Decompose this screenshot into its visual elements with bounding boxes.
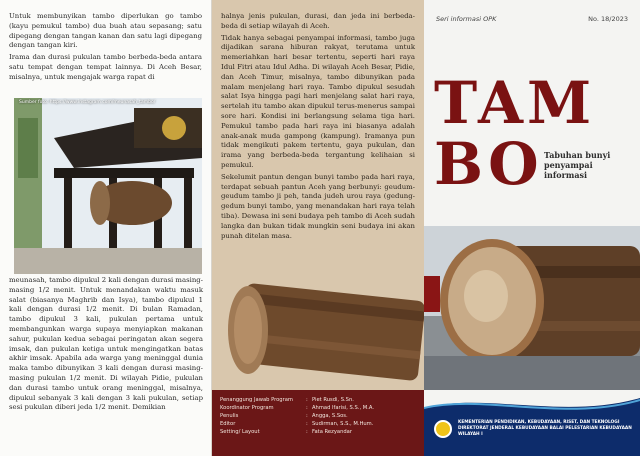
- subtitle-line: Tabuhan bunyi: [544, 150, 611, 160]
- meunasah-illustration: [14, 98, 202, 274]
- cover-subtitle: [544, 150, 610, 180]
- credit-name: Sudirman, S.S., M.Hum.: [312, 421, 374, 428]
- subtitle-line: informasi: [544, 170, 588, 180]
- credit-role: Editor: [220, 421, 236, 428]
- credit-name: Piet Rusdi, S.Sn.: [312, 397, 354, 403]
- ministry-name: KEMENTERIAN PENDIDIKAN, KEBUDAYAAN, RISET, DAN TEKNOLOGI DIREKTORAT JENDERAL KEBUDAYAAN BALAI PELESTARIAN KEBUDAYAAN WILAYAH I: [458, 420, 632, 437]
- cover-title-line1: TAM: [434, 69, 596, 137]
- tambo-drum-cover-illustration: [424, 226, 640, 396]
- credit-row: Penulis : Angga, S.Sos.: [220, 413, 348, 420]
- credit-role: Setting/ Layout: [220, 429, 260, 436]
- subtitle-line: penyampai: [544, 160, 593, 170]
- credit-row: Penanggung Jawab Program : Piet Rusdi, S.Sn.: [220, 397, 354, 403]
- paragraph: halnya jenis pukulan, durasi, dan jeda ini berbeda-beda di setiap wilayah di Aceh.: [221, 12, 415, 30]
- credit-role: Penanggung Jawab Program: [220, 397, 293, 403]
- cover-title-line2: BO: [434, 130, 543, 198]
- paragraph: Tidak hanya sebagai penyampai informasi, tambo juga dijadikan sarana hiburan rakyat, terutama untuk memeriahkan hari besar tertentu, seperti hari raya Idul Fitri atau Idul Adha. Di wilayah Aceh Besar, Pidie, dan Aceh Timur, misalnya, tambo dibunyikan pada malam menjelang hari raya. Tambo dipukul sesudah salat Isya hingga pagi hari menjelang salat hari raya, sertelah itu tambo akan dipukul terus-menerus sampai sore hari. Kondisi ini berlangsung selama tiga hari. Pemukul tambo pada hari raya ini biasanya adalah anak-anak muda gampong (kampung). Iramanya pun tidak mengikuti pakem tertentu, gaya pukulan, dan irama yang berbeda-beda tergantung kelihaian si pemukul.: [221, 33, 415, 169]
- credit-role: Penulis: [220, 413, 239, 420]
- tambo-drum-photo: [424, 226, 640, 396]
- credits-panel: [212, 390, 424, 456]
- cover-page: [424, 0, 640, 456]
- credit-name: Ahmad Ifarisi, S.S., M.A.: [312, 405, 374, 412]
- tut-wuri-handayani-logo: [434, 420, 452, 438]
- credit-name: Angga, S.Sos.: [312, 413, 348, 420]
- photo-caption: Sumber foto: https://www.instagram.com/meunasah_tambo/: [19, 100, 156, 105]
- credit-name: Fata Rezyandar: [312, 429, 352, 436]
- paragraph: meunasah, tambo dipukul 2 kali dengan durasi masing-masing 1/2 menit. Untuk menandakan waktu masuk salat (biasanya Maghrib dan Isya), tambo dipukul 1 kali dengan durasi 1/2 menit. Di bulan Ramadan, tambo dipukul 3 kali, pukulan pertama untuk membangunkan warga supaya menyiapkan makanan sahur, pukulan kedua sebagai peringatan akan segera imsak, dan pukulan ketiga untuk mengingatkan batas akhir imsak. Apabila ada warga yang meninggal dunia maka tambo dibunyikan 3 kali dengan durasi masing-masing pukulan 1/2 menit. Di wilayah Pidie, pukulan dan durasi tambo untuk orang meninggal, misalnya, dipukul sebanyak 3 kali dengan 3 kali pukulan, setiap sesi pukulan diberi jeda 1/2 menit. Demikian: [9, 276, 203, 412]
- credit-row: Setting/ Layout : Fata Rezyandar: [220, 429, 352, 436]
- paragraph: Untuk membunyikan tambo diperlukan go tambo (kayu pemukul tambo) dua buah atau sepasang; satu dipegang dengan tangan kanan dan satu lagi dipegang dengan tangan kiri.: [9, 12, 202, 50]
- accent-bar: [424, 276, 440, 312]
- series-label: Seri informasi OPK: [436, 15, 497, 23]
- middle-page: [212, 0, 424, 456]
- paragraph: Irama dan durasi pukulan tambo berbeda-beda antara satu tempat dengan tempat lainnya. Di Aceh Besar, misalnya, untuk mengajak warga rapat di: [9, 53, 202, 81]
- credit-role: Koordinator Program: [220, 405, 274, 412]
- issue-number: No. 18/2023: [588, 15, 628, 23]
- tambo-drum-illustration: [212, 272, 424, 392]
- left-page: [0, 0, 212, 456]
- paragraph: Sekelumit pantun dengan bunyi tambo pada hari raya, terdapat sebuah pantun Aceh yang berbunyi: geudum-geudum tambo ji peh, tanda judeh urou raya (gedung-gedum bunyi tambo, yang menandakan hari raya telah tiba). Dewasa ini seni budaya peh tambo di Aceh sudah langka dan bukan tidak mungkin seni budaya ini akan punah ditelan masa.: [221, 172, 415, 240]
- ministry-footer: [424, 390, 640, 456]
- credit-row: Editor : Sudirman, S.S., M.Hum.: [220, 421, 374, 428]
- credit-row: Koordinator Program : Ahmad Ifarisi, S.S., M.A.: [220, 405, 374, 412]
- meunasah-photo: [14, 98, 202, 274]
- tambo-log-photo: [212, 272, 424, 392]
